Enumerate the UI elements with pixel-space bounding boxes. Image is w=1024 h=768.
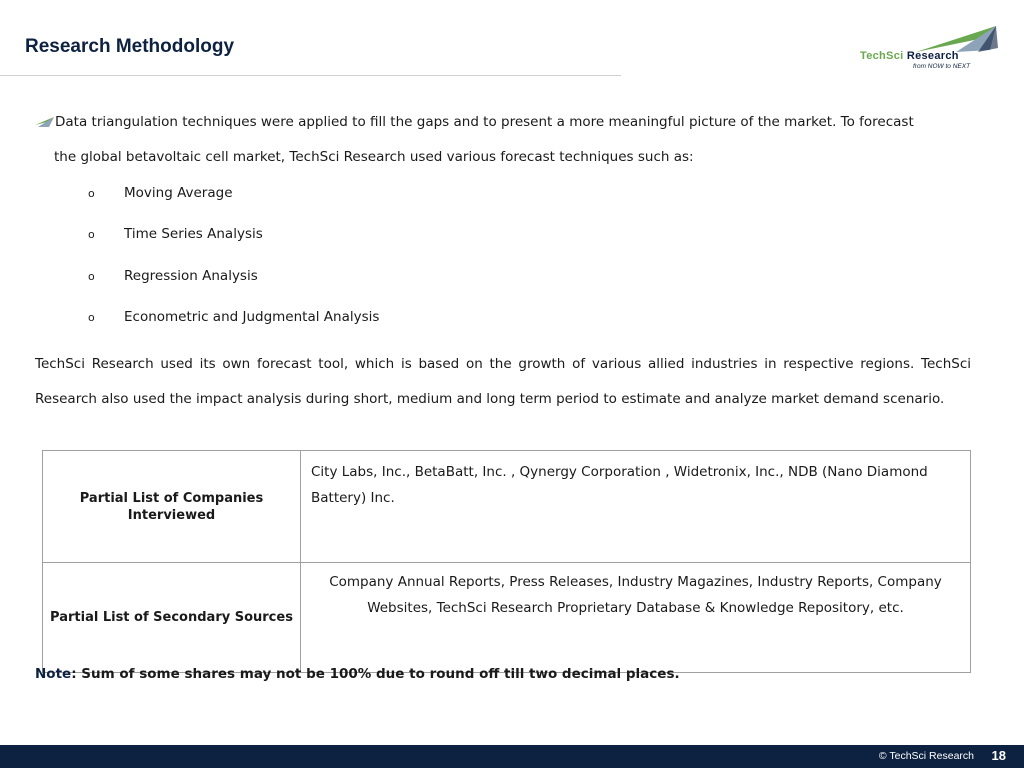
logo-wordmark (860, 50, 959, 62)
sources-table (42, 450, 971, 673)
technique-label: Regression Analysis (124, 267, 258, 284)
intro-paragraph (35, 105, 971, 175)
table-row (43, 451, 971, 563)
row-label: Partial List of Companies Interviewed (43, 451, 301, 563)
note-text: Sum of some shares may not be 100% due to round off till two decimal places. (81, 666, 680, 682)
logo-tagline: from NOW to NEXT (913, 63, 971, 70)
list-item (88, 217, 379, 258)
green-arrow-bullet-icon (35, 116, 55, 128)
list-item (88, 300, 379, 341)
note-key: Note (35, 666, 72, 682)
technique-label: Moving Average (124, 185, 233, 201)
page-number: 18 (991, 748, 1006, 763)
forecast-techniques-list (88, 176, 379, 341)
footnote (35, 666, 680, 682)
list-item (88, 176, 379, 217)
technique-label: Econometric and Judgmental Analysis (124, 308, 380, 325)
row-value: Company Annual Reports, Press Releases, Industry Magazines, Industry Reports, Company Websites, TechSci Research Proprietary Database & Knowledge Repository, etc. (301, 563, 971, 673)
footer-bar (0, 745, 1024, 768)
title-divider (0, 75, 621, 76)
page-title: Research Methodology (25, 36, 235, 57)
intro-line-1 (35, 105, 971, 140)
note-separator: : (71, 666, 77, 682)
circle-bullet-icon: o (88, 269, 95, 283)
list-item (88, 259, 379, 300)
forecast-tool-paragraph: TechSci Research used its own forecast tool, which is based on the growth of various allied industries in respective regions. TechSci Research also used the impact analysis during short, medium and long term period to estimate and analyze market demand scenario. (35, 356, 971, 407)
circle-bullet-icon: o (88, 228, 95, 242)
techsci-logo (856, 24, 1001, 72)
logo-brand-part2: Research (906, 50, 959, 62)
technique-label: Time Series Analysis (124, 226, 263, 243)
row-label: Partial List of Secondary Sources (43, 563, 301, 673)
logo-brand-part1: TechSci (860, 50, 904, 62)
row-value: City Labs, Inc., BetaBatt, Inc. , Qynergy Corporation , Widetronix, Inc., NDB (Nano Diamond Battery) Inc. (301, 451, 971, 563)
copyright-text: © TechSci Research (878, 750, 974, 762)
table-row (43, 563, 971, 673)
intro-line-2: the global betavoltaic cell market, TechSci Research used various forecast techniques such as: (54, 149, 694, 165)
circle-bullet-icon: o (88, 310, 95, 324)
intro-line-1-text: Data triangulation techniques were applied to fill the gaps and to present a more meaningful picture of the market. To forecast (55, 114, 914, 130)
circle-bullet-icon: o (88, 187, 95, 200)
